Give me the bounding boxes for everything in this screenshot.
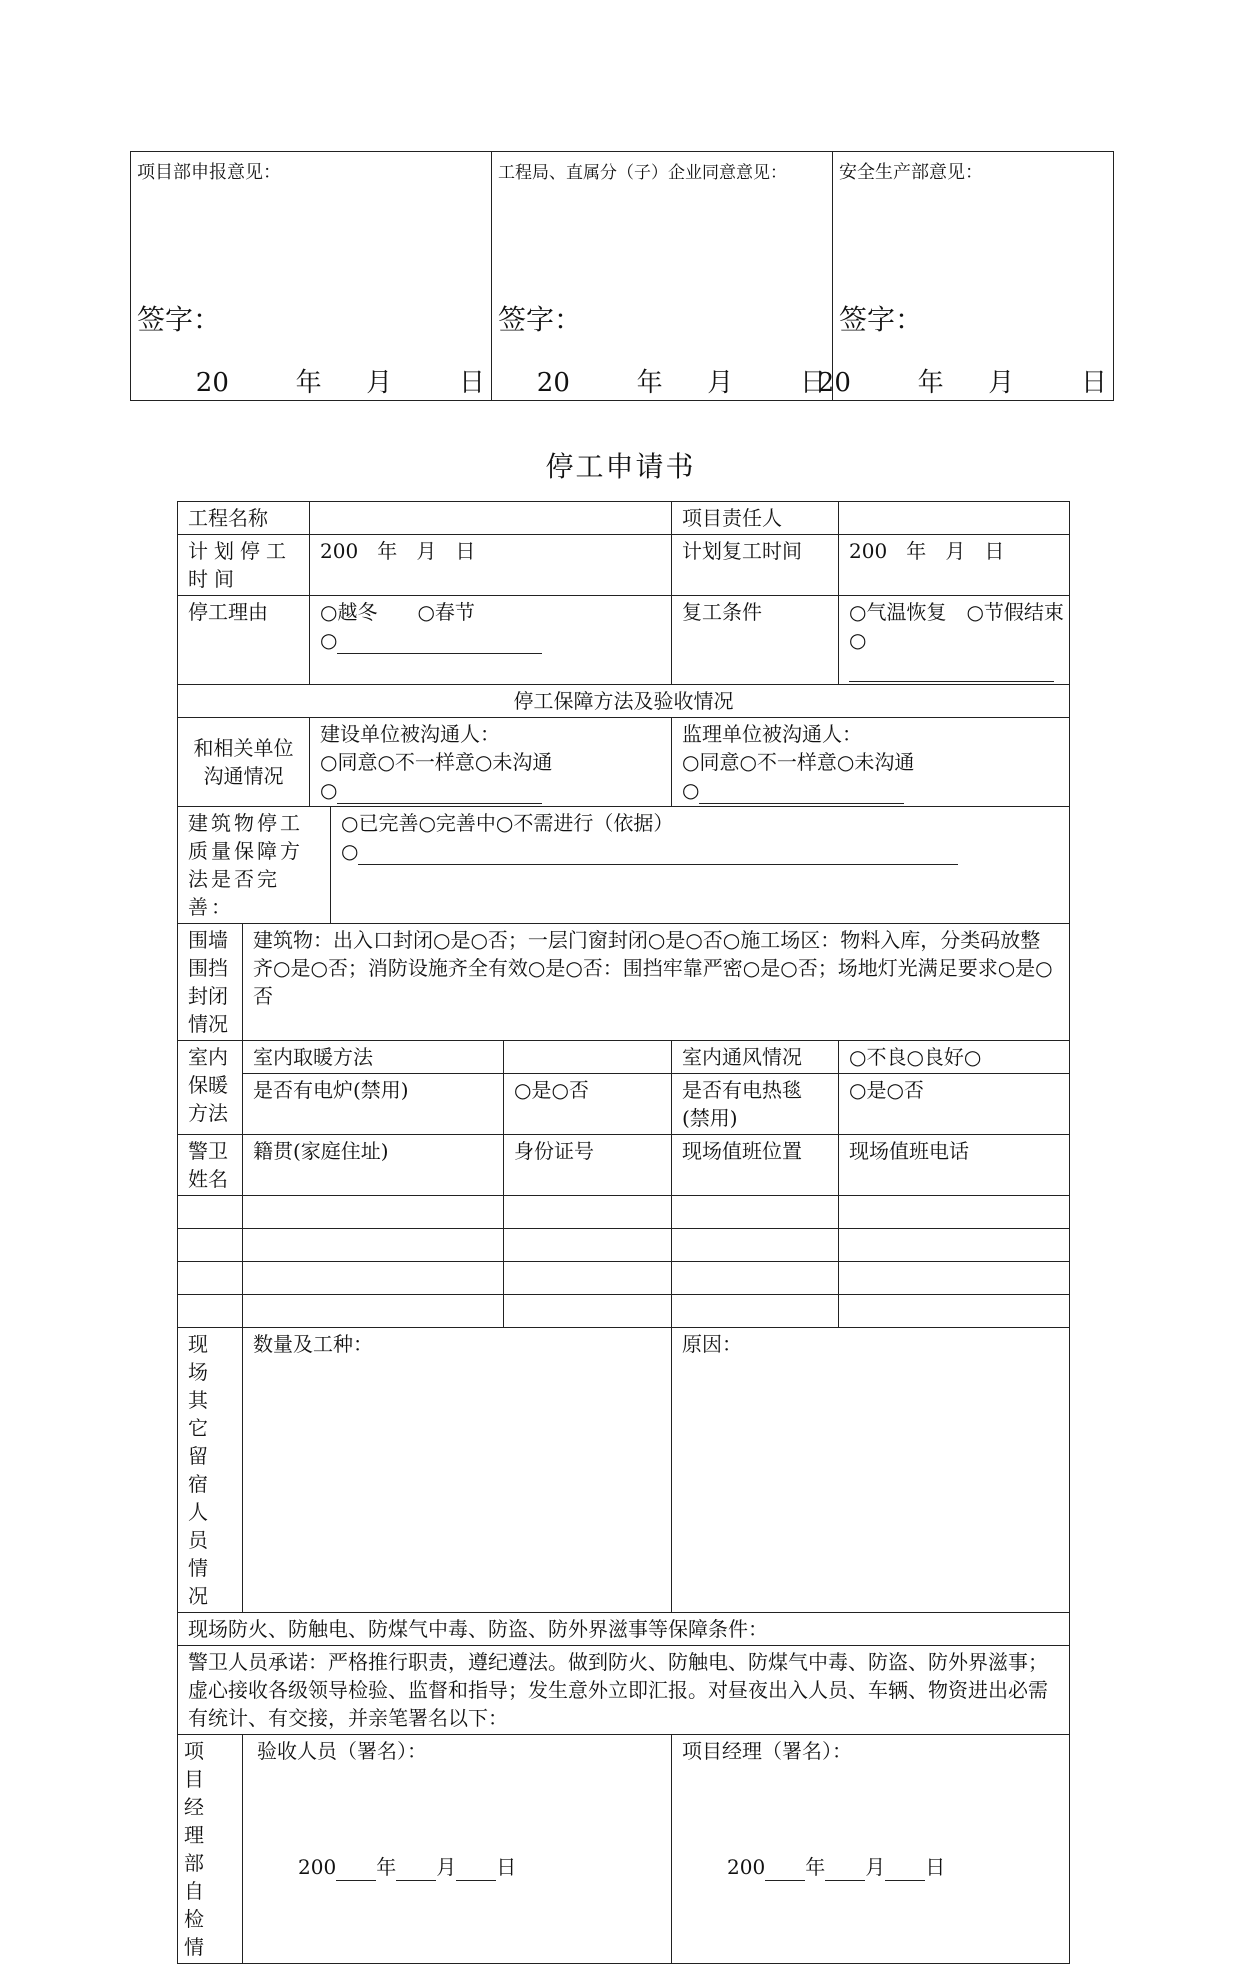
table-row: [178, 1262, 1070, 1295]
others-reason-label[interactable]: 原因：: [672, 1328, 1070, 1613]
guard-cell[interactable]: [672, 1262, 839, 1295]
self-check-text: 项目经理部自检情: [184, 1739, 204, 1959]
guard-cell[interactable]: [178, 1196, 243, 1229]
inspector-label: 验收人员（署名）：: [257, 1739, 427, 1763]
day-label: 日: [925, 1855, 946, 1879]
day-blank[interactable]: [885, 1880, 925, 1881]
approval-safety-cell[interactable]: [817, 152, 1114, 401]
heat-method-field[interactable]: [504, 1041, 672, 1074]
approval-project-cell[interactable]: [131, 152, 492, 401]
month-blank[interactable]: [825, 1880, 865, 1881]
comm-build-radios[interactable]: ○同意○不一样意○未沟通: [320, 750, 553, 774]
stop-reason-options[interactable]: [310, 596, 672, 685]
plan-stop-date-field[interactable]: [310, 535, 672, 596]
project-name-field[interactable]: [310, 502, 672, 535]
table-row: [178, 1229, 1070, 1262]
date-text: 20 年 月 日: [195, 368, 485, 398]
guard-cell[interactable]: [243, 1229, 504, 1262]
guard-cell[interactable]: [839, 1229, 1070, 1262]
inspector-date[interactable]: [298, 1853, 516, 1881]
comm-build-blank[interactable]: [337, 803, 542, 804]
guard-cell[interactable]: [243, 1295, 504, 1328]
sign-label: 签字：: [137, 303, 222, 336]
quality-cell[interactable]: [331, 807, 1070, 924]
day-blank[interactable]: [456, 1880, 496, 1881]
sign-label: 签字：: [498, 303, 583, 336]
guard-cell[interactable]: [504, 1262, 672, 1295]
resume-cond-radios[interactable]: ○气温恢复 ○节假结束: [849, 600, 1064, 624]
stove-label: 是否有电炉(禁用): [243, 1074, 504, 1135]
date-text: 20 年 月 日: [817, 368, 1107, 398]
self-check-label: [178, 1735, 243, 1964]
guard-cell[interactable]: [504, 1196, 672, 1229]
comm-super-radios[interactable]: ○同意○不一样意○未沟通: [682, 750, 915, 774]
date-prefix: 200: [727, 1855, 766, 1879]
guard-cell[interactable]: [672, 1229, 839, 1262]
heat-method-label: 室内取暖方法: [243, 1041, 504, 1074]
vent-label: 室内通风情况: [672, 1041, 839, 1074]
heat-label: 室内保暖方法: [178, 1041, 243, 1135]
comm-label: 和相关单位沟通情况: [178, 718, 310, 807]
month-label: 月: [865, 1855, 886, 1879]
year-blank[interactable]: [765, 1880, 805, 1881]
guard-cell[interactable]: [672, 1196, 839, 1229]
stove-radios[interactable]: ○是○否: [504, 1074, 672, 1135]
blanket-radios[interactable]: ○是○否: [839, 1074, 1070, 1135]
plan-resume-date-field[interactable]: [839, 535, 1070, 596]
table-row: [178, 1295, 1070, 1328]
quality-label: 建筑物停工质量保障方法是否完善：: [178, 807, 331, 924]
resume-cond-other[interactable]: ○: [849, 628, 867, 652]
stop-reason-other[interactable]: ○: [320, 628, 338, 652]
others-qty-label[interactable]: 数量及工种：: [243, 1328, 672, 1613]
plan-stop-date: 200 年 月 日: [320, 539, 476, 563]
quality-other[interactable]: ○: [341, 839, 359, 863]
approval-bureau-cell[interactable]: [492, 152, 833, 401]
page-title: 停工申请书: [545, 450, 696, 483]
date-text: 20 年 月 日: [536, 368, 826, 398]
quality-blank[interactable]: [358, 864, 958, 865]
guard-cell[interactable]: [839, 1262, 1070, 1295]
approval-table: [130, 151, 1114, 401]
responsible-label: 项目责任人: [672, 502, 839, 535]
vent-radios[interactable]: ○不良○良好○: [839, 1041, 1070, 1074]
table-row: [178, 1196, 1070, 1229]
stop-reason-label: 停工理由: [178, 596, 310, 685]
guard-cell[interactable]: [839, 1196, 1070, 1229]
month-blank[interactable]: [396, 1880, 436, 1881]
section-title: 停工保障方法及验收情况: [178, 685, 1070, 718]
guard-header-name: 警卫姓名: [178, 1135, 243, 1196]
blanket-label: 是否有电热毯(禁用): [672, 1074, 839, 1135]
comm-super-blank[interactable]: [699, 803, 904, 804]
year-blank[interactable]: [336, 1880, 376, 1881]
month-label: 月: [436, 1855, 457, 1879]
guard-header-position: 现场值班位置: [672, 1135, 839, 1196]
quality-radios[interactable]: ○已完善○完善中○不需进行（依据）: [341, 811, 674, 835]
comm-super-other[interactable]: ○: [682, 778, 700, 802]
plan-resume-label: 计划复工时间: [672, 535, 839, 596]
guard-cell[interactable]: [243, 1262, 504, 1295]
guard-cell[interactable]: [178, 1229, 243, 1262]
inspector-cell[interactable]: [243, 1735, 672, 1964]
guard-pledge: 警卫人员承诺：严格推行职责，遵纪遵法。做到防火、防触电、防煤气中毒、防盗、防外界滋事；虚心接收各级领导检验、监督和指导；发生意外立即汇报。对昼夜出入人员、车辆、物资进出必需有统计、有交接，并亲笔署名以下：: [178, 1646, 1070, 1735]
comm-build-other[interactable]: ○: [320, 778, 338, 802]
stop-reason-blank[interactable]: [337, 653, 542, 654]
manager-cell[interactable]: [672, 1735, 1070, 1964]
guard-header-address: 籍贯(家庭住址): [243, 1135, 504, 1196]
year-label: 年: [805, 1855, 826, 1879]
resume-cond-options[interactable]: [839, 596, 1070, 685]
approval-bureau-label: 工程局、直属分（子）企业同意意见：: [498, 163, 787, 183]
resume-cond-blank[interactable]: [849, 681, 1054, 682]
comm-super-cell[interactable]: [672, 718, 1070, 807]
safety-conditions[interactable]: 现场防火、防触电、防煤气中毒、防盗、防外界滋事等保障条件：: [178, 1613, 1070, 1646]
stop-work-form: [177, 501, 1070, 1964]
sign-label: 签字：: [839, 303, 924, 336]
guard-cell[interactable]: [504, 1229, 672, 1262]
responsible-field[interactable]: [839, 502, 1070, 535]
project-name-label: 工程名称: [178, 502, 310, 535]
wall-text[interactable]: 建筑物：出入口封闭○是○否；一层门窗封闭○是○否○施工场区：物料入库，分类码放整齐○是○否；消防设施齐全有效○是○否：围挡牢靠严密○是○否；场地灯光满足要求○是○否: [243, 924, 1070, 1041]
guard-cell[interactable]: [178, 1262, 243, 1295]
stop-reason-radios[interactable]: ○越冬 ○春节: [320, 600, 475, 624]
guard-header-id: 身份证号: [504, 1135, 672, 1196]
guard-cell[interactable]: [839, 1295, 1070, 1328]
year-label: 年: [376, 1855, 397, 1879]
comm-super-label: 监理单位被沟通人：: [682, 722, 862, 746]
guard-cell[interactable]: [672, 1295, 839, 1328]
guard-cell[interactable]: [504, 1295, 672, 1328]
approval-safety-label: 安全生产部意见：: [839, 162, 983, 183]
guard-cell[interactable]: [243, 1196, 504, 1229]
plan-stop-label: 计划停工时间: [178, 535, 310, 596]
manager-label: 项目经理（署名）：: [682, 1739, 852, 1763]
approval-project-label: 项目部申报意见：: [137, 162, 281, 183]
comm-build-label: 建设单位被沟通人：: [320, 722, 500, 746]
resume-cond-label: 复工条件: [672, 596, 839, 685]
day-label: 日: [496, 1855, 517, 1879]
wall-label: 围墙围挡封闭情况: [178, 924, 243, 1041]
others-label: 现场其它留宿人员情况: [178, 1328, 243, 1613]
date-prefix: 200: [298, 1855, 337, 1879]
guard-header-phone: 现场值班电话: [839, 1135, 1070, 1196]
plan-resume-date: 200 年 月 日: [849, 539, 1005, 563]
guard-cell[interactable]: [178, 1295, 243, 1328]
comm-build-cell[interactable]: [310, 718, 672, 807]
manager-date[interactable]: [727, 1853, 945, 1881]
